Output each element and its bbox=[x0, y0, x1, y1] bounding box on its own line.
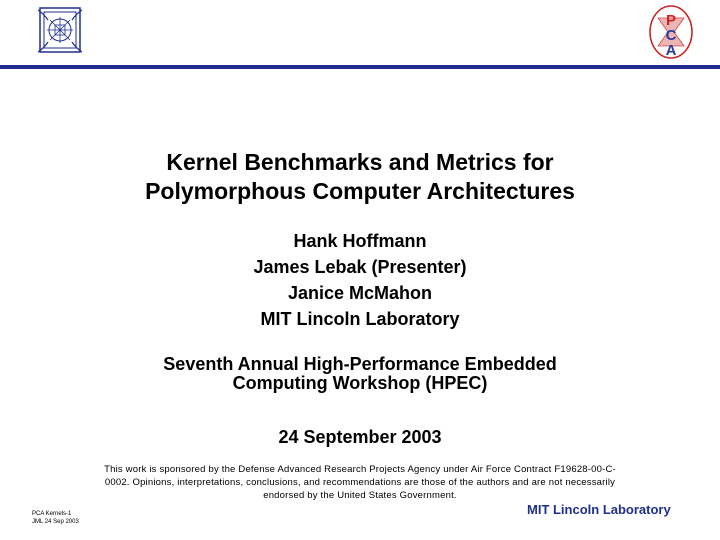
lincoln-lab-logo-icon bbox=[34, 6, 90, 56]
workshop-line-1: Seventh Annual High-Performance Embedded bbox=[163, 354, 557, 374]
author-1: Hank Hoffmann bbox=[293, 231, 427, 251]
sponsor-line-3: endorsed by the United States Government. bbox=[263, 490, 457, 501]
author-3: Janice McMahon bbox=[287, 283, 433, 303]
footer-slide-id: PCA Kernels-1 bbox=[32, 511, 72, 517]
pca-logo-letter-p: P bbox=[665, 12, 677, 29]
title-line-1: Kernel Benchmarks and Metrics for bbox=[166, 149, 554, 175]
sponsorship-notice bbox=[80, 463, 640, 502]
title-line-2: Polymorphous Computer Architectures bbox=[145, 178, 575, 204]
workshop-name bbox=[0, 355, 720, 393]
slide-title bbox=[0, 148, 720, 206]
author-2: James Lebak (Presenter) bbox=[253, 257, 467, 277]
footer-organization: MIT Lincoln Laboratory bbox=[527, 502, 671, 517]
footer-author-date: JML 24 Sep 2003 bbox=[32, 519, 79, 525]
sponsor-line-2: 0002. Opinions, interpretations, conclusions, and recommendations are those of the authors and are not necessarily bbox=[104, 477, 616, 488]
workshop-line-2: Computing Workshop (HPEC) bbox=[232, 373, 488, 393]
sponsor-line-1: This work is sponsored by the Defense Advanced Research Projects Agency under Air Force Contract F19628-00-C- bbox=[104, 464, 616, 475]
pca-logo-letter-c: C bbox=[665, 27, 677, 44]
affiliation: MIT Lincoln Laboratory bbox=[260, 309, 460, 329]
header-rule bbox=[0, 65, 720, 69]
presentation-date: 24 September 2003 bbox=[278, 427, 442, 447]
footer-slide-info bbox=[32, 510, 79, 526]
pca-logo-icon bbox=[648, 4, 694, 60]
author-list bbox=[0, 228, 720, 332]
pca-logo-letter-a: A bbox=[665, 42, 677, 59]
